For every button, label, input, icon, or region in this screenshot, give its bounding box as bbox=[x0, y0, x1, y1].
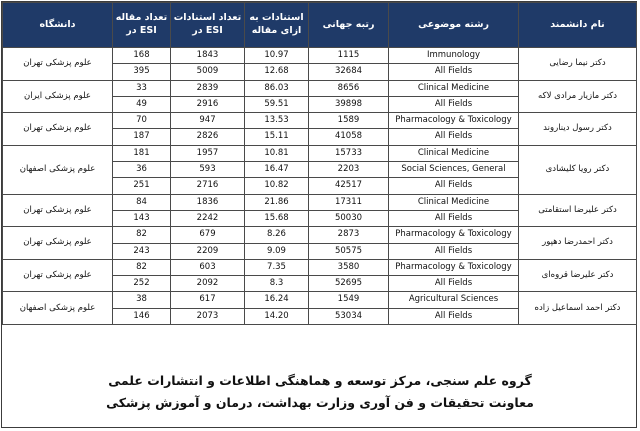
table-row bbox=[3, 80, 637, 96]
cell-esi-papers: 33 bbox=[113, 80, 171, 96]
cell-scientist: دکتر رسول دیناروند bbox=[519, 113, 637, 146]
cell-university: علوم پزشکی اصفهان bbox=[3, 292, 113, 325]
cell-esi-papers: 243 bbox=[113, 243, 171, 259]
cell-esi-citations: 617 bbox=[171, 292, 245, 308]
table-row bbox=[3, 292, 637, 308]
cell-citations-per-paper: 86.03 bbox=[245, 80, 309, 96]
table-row bbox=[3, 194, 637, 210]
cell-field: Pharmacology & Toxicology bbox=[389, 259, 519, 275]
header-world-rank: رتبه جهانی bbox=[309, 3, 389, 48]
cell-world-rank: 1549 bbox=[309, 292, 389, 308]
header-esi-papers: تعداد مقاله در ESI bbox=[113, 3, 171, 48]
cell-esi-papers: 49 bbox=[113, 96, 171, 112]
footer bbox=[0, 370, 640, 414]
cell-esi-papers: 70 bbox=[113, 113, 171, 129]
cell-esi-citations: 5009 bbox=[171, 64, 245, 80]
cell-esi-citations: 593 bbox=[171, 162, 245, 178]
cell-field: All Fields bbox=[389, 308, 519, 324]
cell-field: All Fields bbox=[389, 96, 519, 112]
cell-esi-citations: 2242 bbox=[171, 210, 245, 226]
cell-field: Clinical Medicine bbox=[389, 194, 519, 210]
cell-field: All Fields bbox=[389, 276, 519, 292]
cell-esi-citations: 2916 bbox=[171, 96, 245, 112]
cell-world-rank: 41058 bbox=[309, 129, 389, 145]
cell-world-rank: 1589 bbox=[309, 113, 389, 129]
cell-esi-papers: 181 bbox=[113, 145, 171, 161]
cell-citations-per-paper: 10.97 bbox=[245, 48, 309, 64]
cell-citations-per-paper: 12.68 bbox=[245, 64, 309, 80]
cell-esi-papers: 36 bbox=[113, 162, 171, 178]
cell-scientist: دکتر علیرضا استقامتی bbox=[519, 194, 637, 227]
cell-scientist: دکتر احمد اسماعیل زاده bbox=[519, 292, 637, 325]
cell-citations-per-paper: 59.51 bbox=[245, 96, 309, 112]
header-scientist: نام دانشمند bbox=[519, 3, 637, 48]
cell-field: All Fields bbox=[389, 129, 519, 145]
cell-esi-papers: 82 bbox=[113, 259, 171, 275]
table-row bbox=[3, 113, 637, 129]
table-header-row bbox=[3, 3, 637, 48]
cell-field: All Fields bbox=[389, 64, 519, 80]
cell-field: Clinical Medicine bbox=[389, 80, 519, 96]
cell-world-rank: 42517 bbox=[309, 178, 389, 194]
footer-line-2: معاونت تحقیقات و فن آوری وزارت بهداشت، درمان و آموزش پزشکی bbox=[106, 395, 534, 410]
cell-university: علوم پزشکی تهران bbox=[3, 259, 113, 292]
cell-world-rank: 15733 bbox=[309, 145, 389, 161]
cell-esi-papers: 38 bbox=[113, 292, 171, 308]
cell-scientist: دکتر نیما رضایی bbox=[519, 48, 637, 81]
cell-world-rank: 50030 bbox=[309, 210, 389, 226]
cell-citations-per-paper: 15.68 bbox=[245, 210, 309, 226]
cell-esi-citations: 679 bbox=[171, 227, 245, 243]
cell-field: All Fields bbox=[389, 210, 519, 226]
cell-university: علوم پزشکی تهران bbox=[3, 48, 113, 81]
cell-field: All Fields bbox=[389, 178, 519, 194]
cell-university: علوم پزشکی تهران bbox=[3, 194, 113, 227]
cell-world-rank: 39898 bbox=[309, 96, 389, 112]
header-field: رشته موضوعی bbox=[389, 3, 519, 48]
cell-esi-citations: 2826 bbox=[171, 129, 245, 145]
cell-esi-papers: 187 bbox=[113, 129, 171, 145]
cell-university: علوم پزشکی تهران bbox=[3, 113, 113, 146]
cell-world-rank: 2873 bbox=[309, 227, 389, 243]
cell-university: علوم پزشکی تهران bbox=[3, 227, 113, 260]
header-university: دانشگاه bbox=[3, 3, 113, 48]
cell-citations-per-paper: 9.09 bbox=[245, 243, 309, 259]
header-esi-citations: تعداد استنادات در ESI bbox=[171, 3, 245, 48]
cell-citations-per-paper: 14.20 bbox=[245, 308, 309, 324]
cell-esi-papers: 251 bbox=[113, 178, 171, 194]
cell-esi-citations: 2073 bbox=[171, 308, 245, 324]
footer-line-1: گروه علم سنجی، مرکز توسعه و هماهنگی اطلاعات و انتشارات علمی bbox=[108, 373, 532, 388]
cell-esi-citations: 1843 bbox=[171, 48, 245, 64]
cell-field: Pharmacology & Toxicology bbox=[389, 113, 519, 129]
cell-world-rank: 2203 bbox=[309, 162, 389, 178]
cell-world-rank: 17311 bbox=[309, 194, 389, 210]
cell-esi-citations: 2839 bbox=[171, 80, 245, 96]
cell-citations-per-paper: 8.26 bbox=[245, 227, 309, 243]
table-row bbox=[3, 48, 637, 64]
cell-world-rank: 1115 bbox=[309, 48, 389, 64]
cell-university: علوم پزشکی اصفهان bbox=[3, 145, 113, 194]
cell-esi-citations: 2092 bbox=[171, 276, 245, 292]
cell-citations-per-paper: 7.35 bbox=[245, 259, 309, 275]
cell-citations-per-paper: 15.11 bbox=[245, 129, 309, 145]
table-row bbox=[3, 145, 637, 161]
cell-field: Social Sciences, General bbox=[389, 162, 519, 178]
cell-esi-papers: 84 bbox=[113, 194, 171, 210]
cell-world-rank: 53034 bbox=[309, 308, 389, 324]
table-row bbox=[3, 227, 637, 243]
esi-scientists-table bbox=[2, 2, 637, 325]
cell-world-rank: 50575 bbox=[309, 243, 389, 259]
table-row bbox=[3, 259, 637, 275]
cell-citations-per-paper: 21.86 bbox=[245, 194, 309, 210]
cell-scientist: دکتر علیرضا قروه‌ای bbox=[519, 259, 637, 292]
cell-world-rank: 52695 bbox=[309, 276, 389, 292]
cell-esi-citations: 2209 bbox=[171, 243, 245, 259]
cell-citations-per-paper: 13.53 bbox=[245, 113, 309, 129]
cell-esi-papers: 82 bbox=[113, 227, 171, 243]
cell-world-rank: 32684 bbox=[309, 64, 389, 80]
cell-field: Immunology bbox=[389, 48, 519, 64]
cell-esi-papers: 168 bbox=[113, 48, 171, 64]
cell-world-rank: 3580 bbox=[309, 259, 389, 275]
table-body bbox=[3, 48, 637, 325]
cell-esi-citations: 1836 bbox=[171, 194, 245, 210]
cell-citations-per-paper: 8.3 bbox=[245, 276, 309, 292]
cell-field: Pharmacology & Toxicology bbox=[389, 227, 519, 243]
cell-scientist: دکتر احمدرضا دهپور bbox=[519, 227, 637, 260]
cell-scientist: دکتر رویا کلیشادی bbox=[519, 145, 637, 194]
cell-field: Agricultural Sciences bbox=[389, 292, 519, 308]
cell-citations-per-paper: 10.82 bbox=[245, 178, 309, 194]
cell-esi-citations: 603 bbox=[171, 259, 245, 275]
cell-citations-per-paper: 16.47 bbox=[245, 162, 309, 178]
cell-esi-citations: 1957 bbox=[171, 145, 245, 161]
header-citations-per-paper: استنادات به ازای مقاله bbox=[245, 3, 309, 48]
cell-esi-citations: 2716 bbox=[171, 178, 245, 194]
cell-university: علوم پزشکی ایران bbox=[3, 80, 113, 113]
cell-citations-per-paper: 16.24 bbox=[245, 292, 309, 308]
cell-esi-papers: 252 bbox=[113, 276, 171, 292]
cell-field: Clinical Medicine bbox=[389, 145, 519, 161]
cell-esi-papers: 143 bbox=[113, 210, 171, 226]
cell-world-rank: 8656 bbox=[309, 80, 389, 96]
cell-esi-papers: 395 bbox=[113, 64, 171, 80]
cell-citations-per-paper: 10.81 bbox=[245, 145, 309, 161]
cell-scientist: دکتر مازیار مرادی لاکه bbox=[519, 80, 637, 113]
cell-esi-papers: 146 bbox=[113, 308, 171, 324]
cell-esi-citations: 947 bbox=[171, 113, 245, 129]
cell-field: All Fields bbox=[389, 243, 519, 259]
